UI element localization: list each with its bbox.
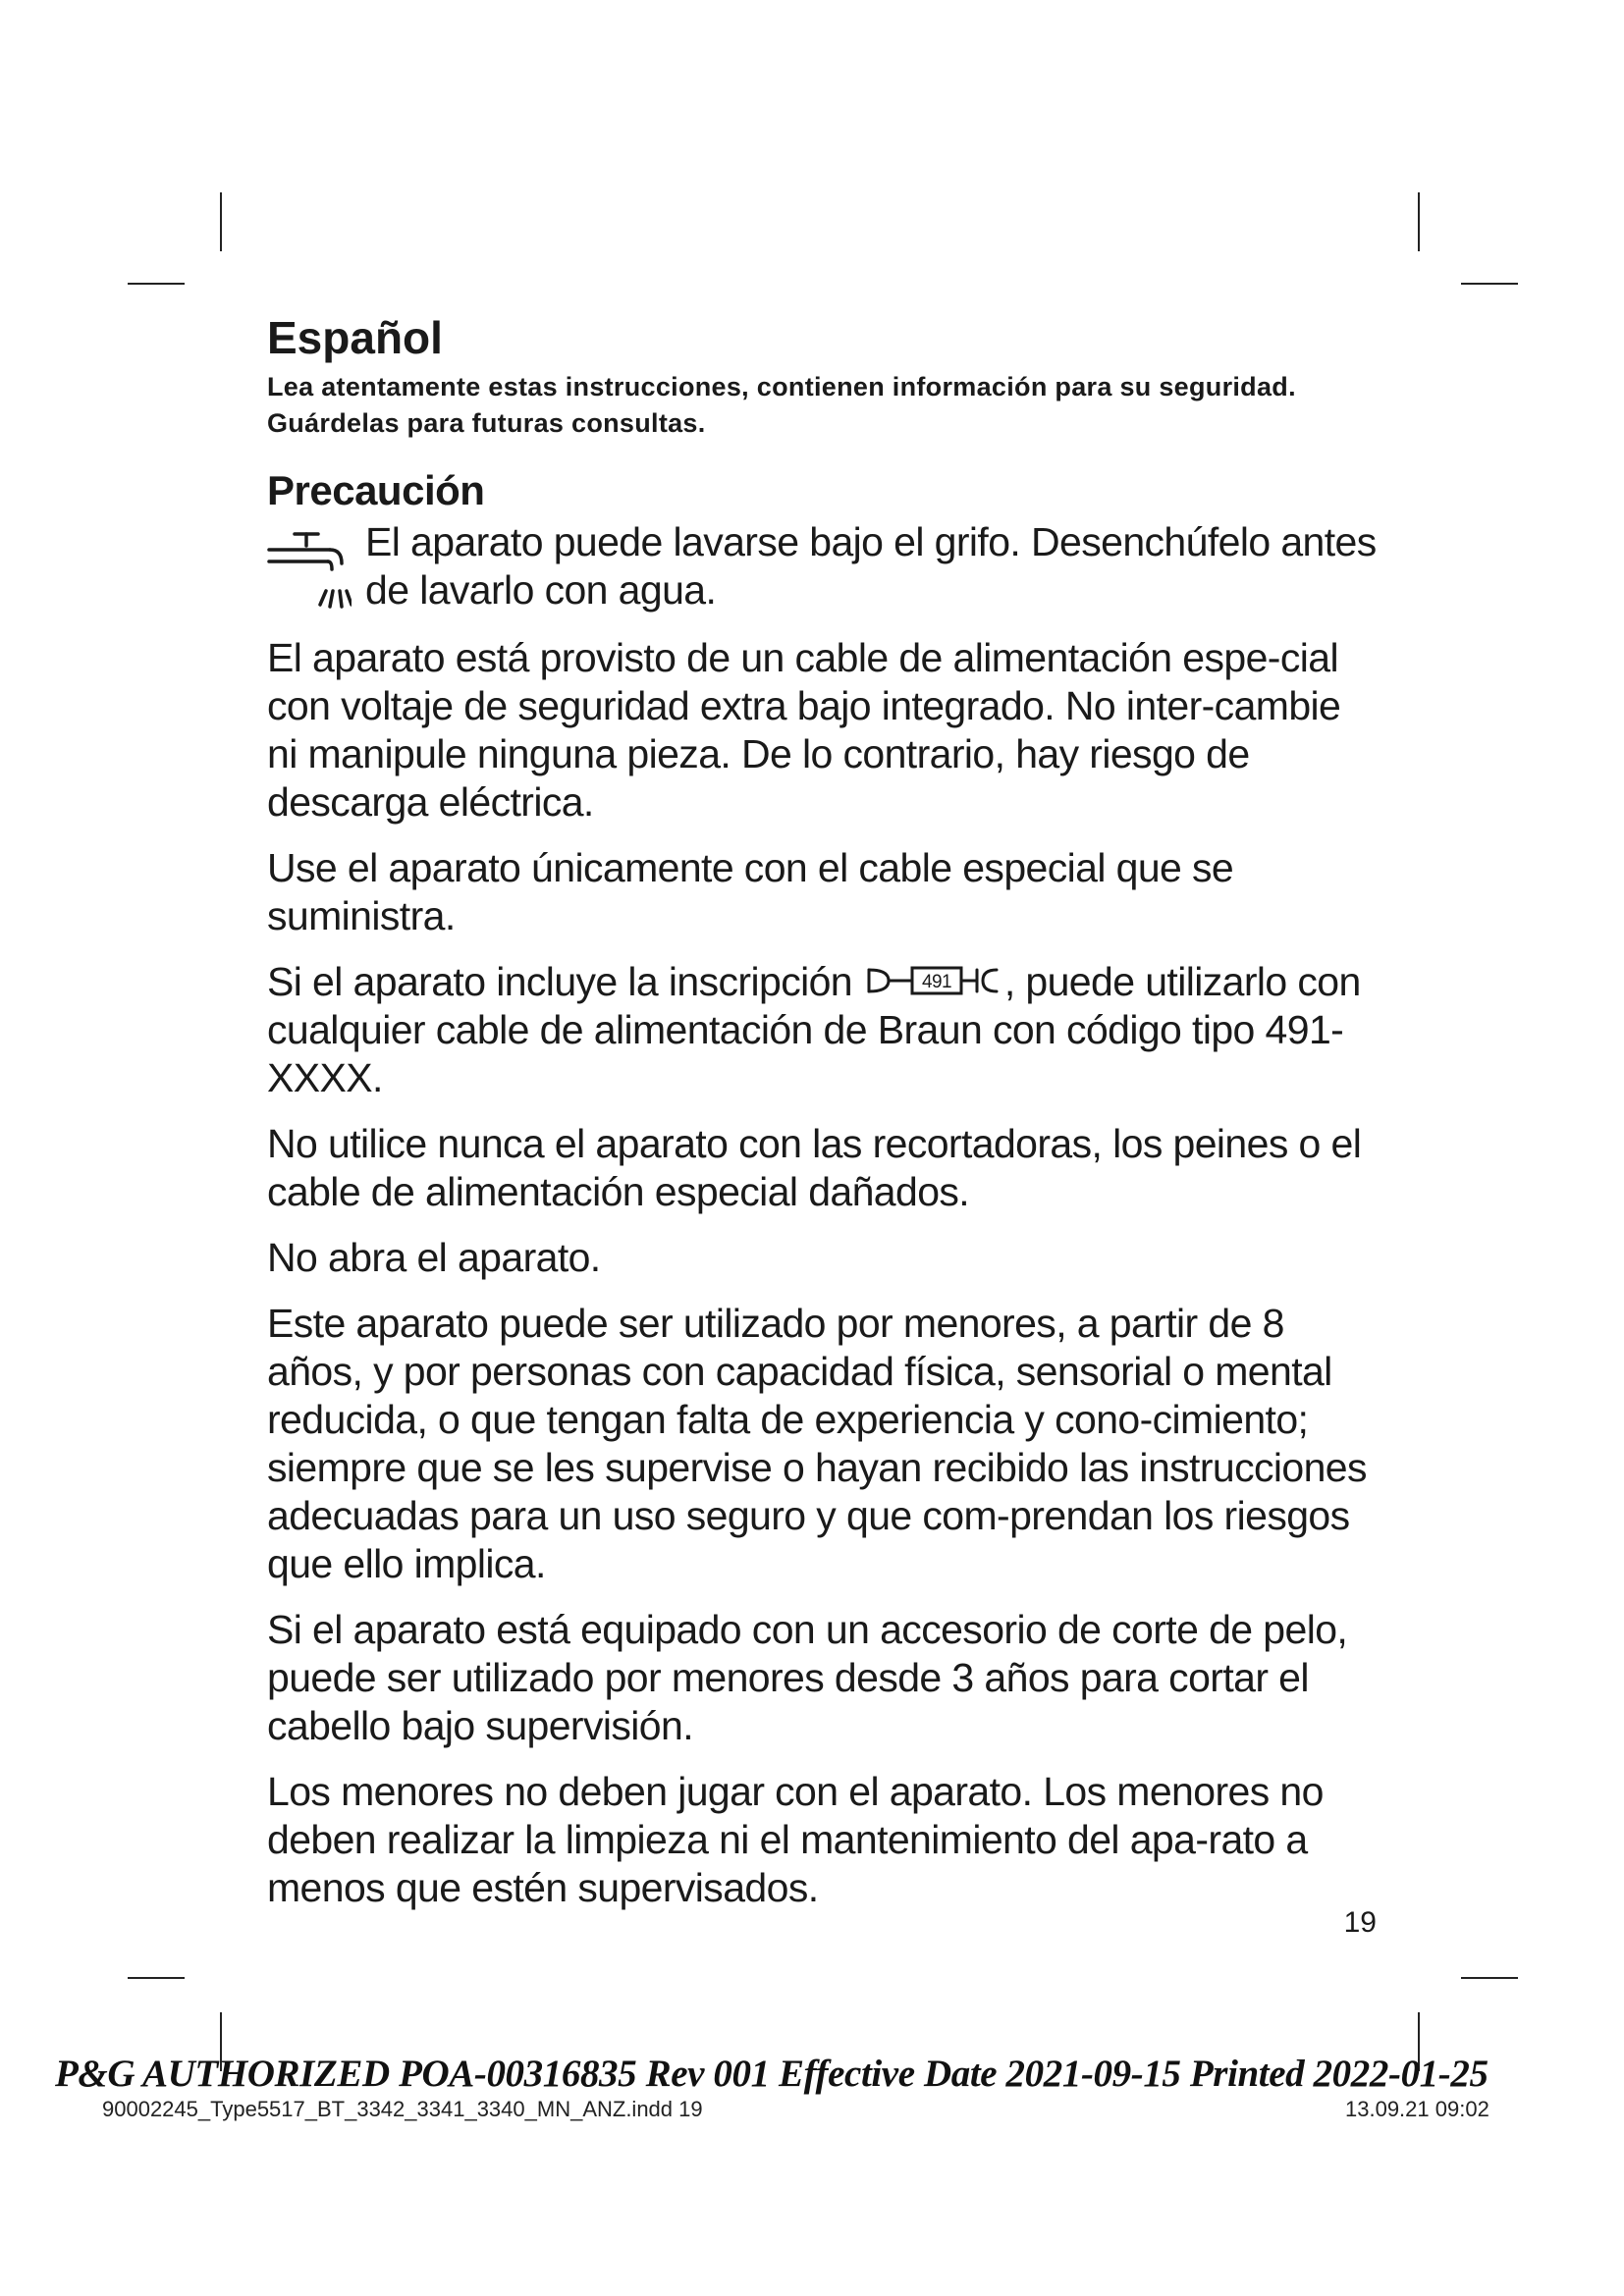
paragraph-6: Si el aparato está equipado con un accesorio de corte de pelo, puede ser utilizado por menores desde 3 años para cortar el cabello bajo supervisión. <box>267 1607 1348 1748</box>
authorization-stamp: P&G AUTHORIZED POA-00316835 Rev 001 Effective Date 2021-09-15 Printed 2022-01-25 <box>55 2053 1489 2095</box>
paragraph-1: El aparato está provisto de un cable de alimentación espe-cial con voltaje de seguridad extra bajo integrado. No inter-cambie ni manipule ninguna pieza. De lo contrario, hay riesgo de descarga eléctrica. <box>267 635 1341 825</box>
language-heading: Español <box>267 312 443 363</box>
connector-label: 491 <box>921 972 951 992</box>
paragraph-inscription <box>267 958 1377 1102</box>
crop-mark-top-right-vertical <box>1418 192 1420 251</box>
crop-mark-bottom-right-horizontal <box>1461 1977 1518 1979</box>
section-title: Precaución <box>267 467 485 513</box>
crop-mark-bottom-left-horizontal <box>128 1977 185 1979</box>
intro-text: Lea atentamente estas instrucciones, contienen información para su seguridad. Guárdelas para futuras consultas. <box>267 372 1296 438</box>
paragraph-5: Este aparato puede ser utilizado por menores, a partir de 8 años, y por personas con capacidad física, sensorial o mental reducida, o que tengan falta de experiencia y cono-cimiento; siempre que se les supervise o hayan recibido las instrucciones adecuadas para un uso seguro y que com-prendan los riesgos que ello implica. <box>267 1301 1367 1586</box>
washable-warning <box>267 518 1377 616</box>
warning-text: El aparato puede lavarse bajo el grifo. Desenchúfelo antes de lavarlo con agua. <box>365 519 1377 613</box>
file-slug: 90002245_Type5517_BT_3342_3341_3340_MN_ANZ.indd 19 <box>102 2097 703 2121</box>
connector-491-icon <box>865 962 1002 999</box>
main-content <box>267 312 1377 1912</box>
crop-mark-top-right-horizontal <box>1461 283 1518 285</box>
paragraph-4: No abra el aparato. <box>267 1235 601 1280</box>
faucet-water-icon <box>267 522 352 616</box>
print-timestamp: 13.09.21 09:02 <box>1345 2097 1489 2121</box>
paragraph-3: No utilice nunca el aparato con las recortadoras, los peines o el cable de alimentación especial dañados. <box>267 1121 1362 1214</box>
paragraph-7: Los menores no deben jugar con el aparato. Los menores no deben realizar la limpieza ni el mantenimiento del apa-rato a menos que estén supervisados. <box>267 1769 1324 1910</box>
crop-mark-top-left-horizontal <box>128 283 185 285</box>
paragraph-2: Use el aparato únicamente con el cable especial que se suministra. <box>267 845 1234 938</box>
inscription-after: , puede utilizarlo con cualquier cable de alimentación de Braun con código tipo 491-XXXX. <box>267 959 1361 1100</box>
crop-mark-top-left-vertical <box>220 192 222 251</box>
inscription-before: Si el aparato incluye la inscripción <box>267 959 853 1004</box>
page-number: 19 <box>1343 1906 1377 1939</box>
